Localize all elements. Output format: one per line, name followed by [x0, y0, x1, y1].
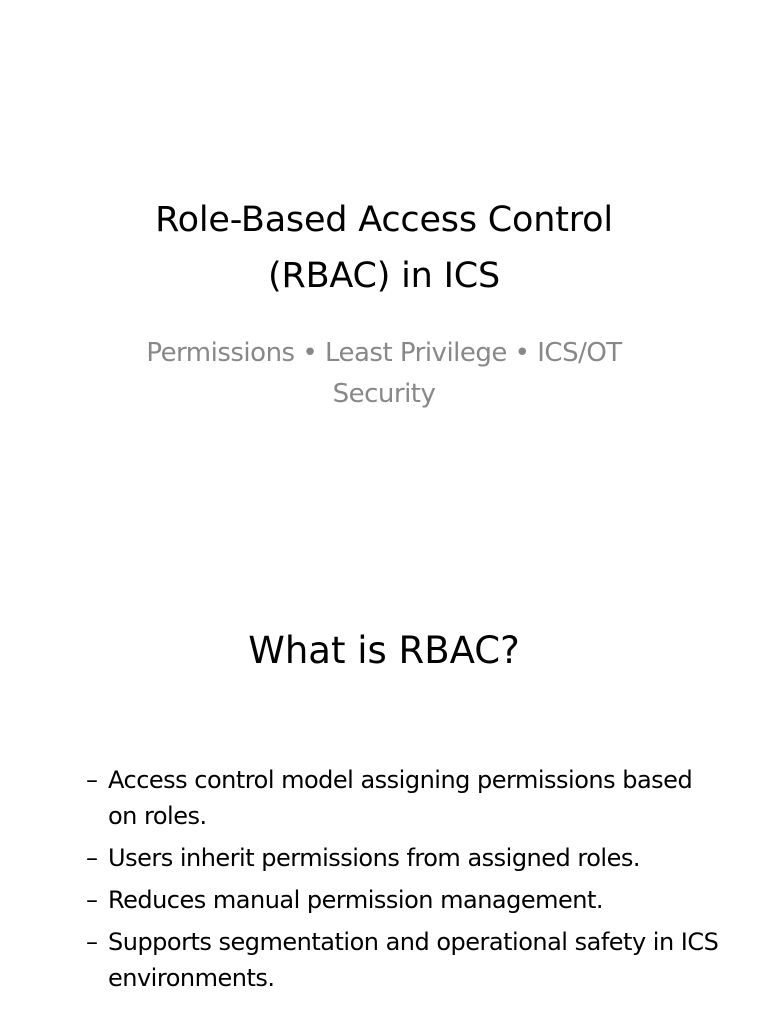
slide-title: Role-Based Access Control (RBAC) in ICS — [155, 200, 613, 296]
bullet-text: Access control model assigning permissions based on roles. — [108, 766, 693, 830]
bullet-dash-icon: – — [86, 886, 98, 914]
bullet-text: Users inherit permissions from assigned roles. — [108, 844, 640, 872]
bullet-list — [86, 762, 726, 1002]
slide-heading: What is RBAC? — [248, 629, 520, 672]
content-slide — [0, 576, 768, 1024]
bullet-text: Supports segmentation and operational safety in ICS environments. — [108, 928, 719, 992]
bullet-text: Reduces manual permission management. — [108, 886, 604, 914]
list-item — [86, 762, 726, 834]
list-item — [86, 840, 726, 876]
bullet-dash-icon: – — [86, 844, 98, 872]
slide-subtitle: Permissions • Least Privilege • ICS/OT Security — [146, 338, 622, 409]
list-item — [86, 924, 726, 996]
bullet-dash-icon: – — [86, 766, 98, 794]
bullet-dash-icon: – — [86, 928, 98, 956]
list-item — [86, 882, 726, 918]
